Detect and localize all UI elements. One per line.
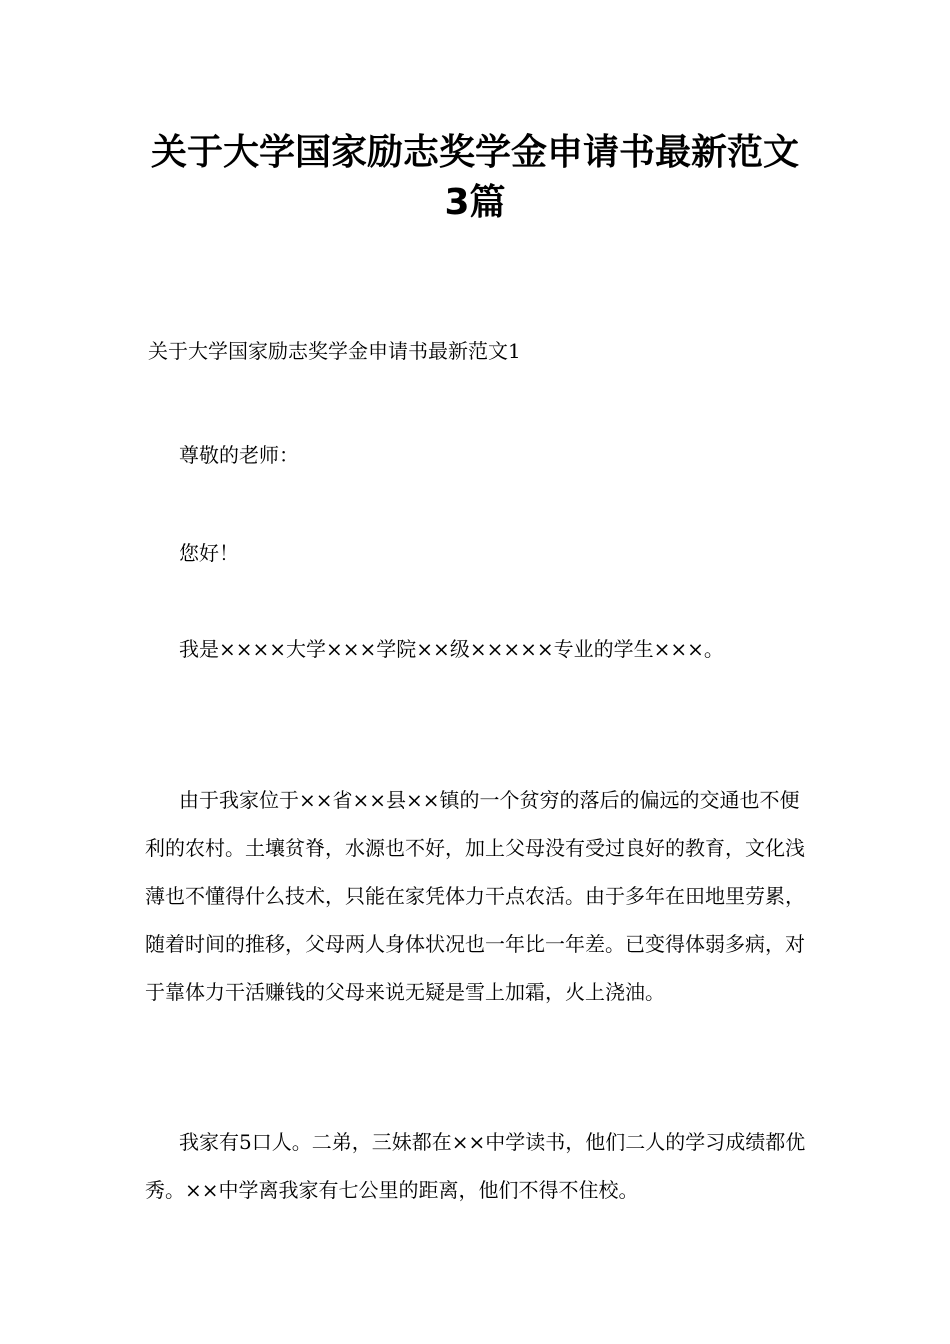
section-heading: 关于大学国家励志奖学金申请书最新范文1 — [148, 339, 521, 363]
paragraph-salutation: 尊敬的老师： — [179, 443, 299, 467]
paragraph-family-members: 我家有5口人。二弟，三妹都在××中学读书，他们二人的学习成绩都优秀。××中学离我家有七公里的距离，他们不得不住校。 — [145, 1130, 806, 1202]
paragraph-introduction: 我是××××大学×××学院××级×××××专业的学生×××。 — [179, 637, 724, 661]
paragraph-family-background: 由于我家位于××省××县××镇的一个贫穷的落后的偏远的交通也不便利的农村。土壤贫脊，水源也不好，加上父母没有受过良好的教育，文化浅薄也不懂得什么技术，只能在家凭体力干点农活。由于多年在田地里劳累，随着时间的推移，父母两人身体状况也一年比一年差。已变得体弱多病，对于靠体力干活赚钱的父母来说无疑是雪上加霜，火上浇油。 — [145, 788, 805, 1004]
document-title: 关于大学国家励志奖学金申请书最新范文3篇 — [150, 132, 799, 223]
paragraph-greeting: 您好！ — [179, 541, 239, 565]
